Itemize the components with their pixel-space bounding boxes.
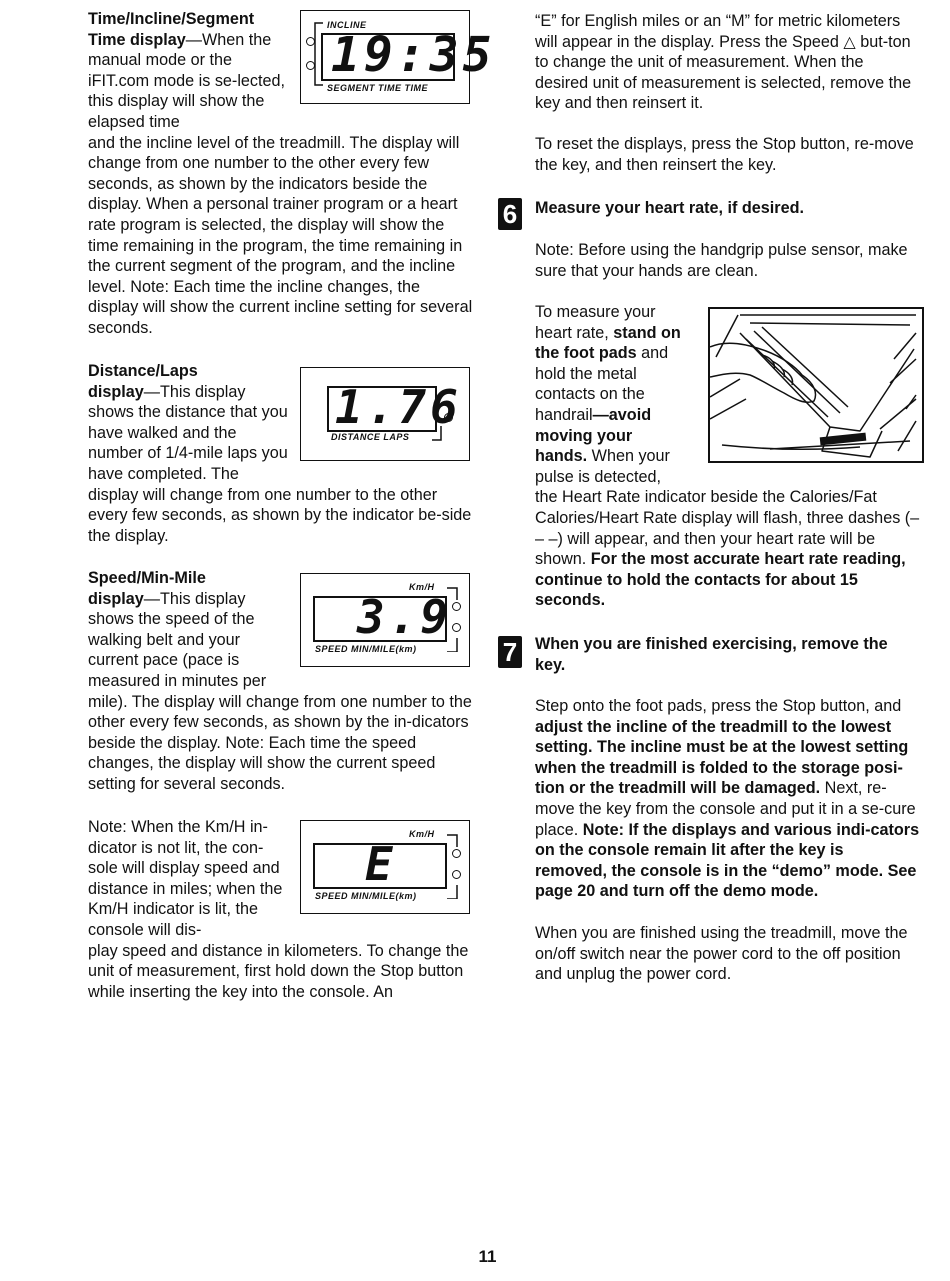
kmh-indicator-light: [452, 849, 461, 858]
distance-digits: 1.76: [335, 380, 462, 434]
distance-laps-label: DISTANCE LAPS: [331, 432, 410, 442]
distance-lead-bold: display: [88, 382, 144, 401]
step-6-text-b1: stand on the foot pads: [535, 323, 681, 363]
units-digits: E: [365, 837, 397, 891]
speed-lcd-figure: [300, 573, 470, 667]
indicator-bracket-icon: [447, 827, 467, 899]
step-7-body: [535, 696, 920, 902]
step-7-badge: 7: [498, 636, 522, 668]
speed-minmile-label: SPEED MIN/MILE(km): [315, 644, 417, 654]
incline-label: INCLINE: [327, 20, 367, 30]
incline-time-lcd-figure: [300, 10, 496, 104]
units-note-body: play speed and distance in kilometers. To change the unit of measurement, first hold down the Stop button while inserting the key into the console. An: [88, 941, 469, 1001]
distance-lead: —This display shows the distance that you have walked and the number of 1/4-mile laps you have completed. The: [88, 382, 288, 483]
min-mile-indicator-light: [452, 623, 461, 632]
speed-digits: 3.9: [357, 590, 453, 644]
distance-lcd-figure: [300, 367, 470, 461]
hand-on-pulse-sensor-icon: [710, 309, 922, 461]
units-continued-text: “E” for English miles or an “M” for metric kilometers will appear in the display. Press the Speed △ but-ton to change the unit of measurement. When the desired unit of measurement is selected, remove the key and then reinsert it.: [535, 12, 912, 113]
distance-body: display will change from one number to the other every few seconds, as shown by the indicator be-side the display.: [88, 485, 472, 545]
step-6-text-a3: When your pulse is detected,: [535, 447, 670, 486]
incline-indicator-light: [306, 37, 315, 46]
time-incline-lead: —When the manual mode or the iFIT.com mode is se-lected, this display will show the elapsed time: [88, 30, 286, 131]
handrail-pulse-illustration: [708, 307, 924, 463]
step-6-title: Measure your heart rate, if desired.: [535, 199, 804, 217]
units-lcd-figure: [300, 820, 470, 914]
speed-body: mile). The display will change from one number to the other every few seconds, as shown by the in-dicators beside the display. Note: Each time the speed changes, the display will show the current speed setting for several seconds.: [88, 692, 472, 793]
step-7-text-d: Note: If the displays and various indi-cators on the console remain lit after the key is removed, the console is in the “demo” mode. See page 20 and turn off the demo mode.: [535, 820, 920, 901]
kmh-label: Km/H: [409, 582, 435, 592]
step-6-text-cont: the Heart Rate indicator beside the Calories/Fat Calories/Heart Rate display will flash, three dashes (– – –) will appear, and then your heart rate will be shown.: [535, 488, 920, 569]
segment-time-label: SEGMENT TIME TIME: [327, 83, 429, 93]
distance-heading: Distance/Laps: [88, 362, 198, 380]
step-6-text-b2: —avoid moving your hands.: [535, 405, 652, 466]
step-7-title: When you are finished exercising, remove the key.: [535, 635, 888, 674]
time-incline-heading: Time/Incline/Segment: [88, 10, 255, 28]
step-7-text-b: adjust the incline of the treadmill to the lowest setting. The incline must be at the lowest setting when the treadmill is folded to the storage posi-tion or the treadmill will be damaged.: [535, 717, 909, 798]
step-7-final-text: When you are finished using the treadmill, move the on/off switch near the power cord to the off position and unplug the power cord.: [535, 924, 908, 984]
time-incline-body: and the incline level of the treadmill. The display will change from one number to the other every few seconds, as shown by the indicators beside the display. When a personal trainer program or a heart rate program is selected, the display will show the time remaining in the program, the time remaining in the current segment of the program, and the incline level. Note: Each time the incline changes, the display will show the current incline setting for several seconds.: [88, 133, 473, 337]
speed-lead-bold: display: [88, 589, 144, 608]
kmh-indicator-light: [452, 602, 461, 611]
step-6-text-bold-end: For the most accurate heart rate reading, continue to hold the contacts for about 15 seconds.: [535, 550, 906, 610]
step-7-text-a: Step onto the foot pads, press the Stop button, and: [535, 697, 902, 715]
reset-displays-text: To reset the displays, press the Stop button, re-move the key, and then reinsert the key.: [535, 135, 914, 174]
min-mile-indicator-light: [452, 870, 461, 879]
incline-time-digits: 19:35: [331, 27, 496, 83]
indicator-bracket-icon: [429, 420, 449, 450]
time-indicator-light: [306, 61, 315, 70]
step-6-note: Note: Before using the handgrip pulse sensor, make sure that your hands are clean.: [535, 241, 908, 280]
step-6-text-a1: To measure your heart rate,: [535, 303, 656, 342]
step-6-badge: 6: [498, 198, 522, 230]
step-6-text-a2: and hold the metal contacts on the handrail: [535, 344, 669, 424]
speed-lead: —This display shows the speed of the walking belt and your current pace (pace is measured in minutes per: [88, 589, 267, 690]
time-incline-lead-bold: Time display: [88, 30, 186, 49]
units-note-lead: Note: When the Km/H in-dicator is not lit, the con-sole will display speed and distance in miles; when the Km/H indicator is lit, the console will dis-: [88, 818, 283, 939]
page-number: 11: [478, 1247, 497, 1266]
step-7-text-c: Next, re-move the key from the console and put it in a se-cure place.: [535, 779, 916, 839]
kmh-label: Km/H: [409, 829, 435, 839]
speed-heading: Speed/Min-Mile: [88, 569, 206, 587]
speed-minmile-label: SPEED MIN/MILE(km): [315, 891, 417, 901]
